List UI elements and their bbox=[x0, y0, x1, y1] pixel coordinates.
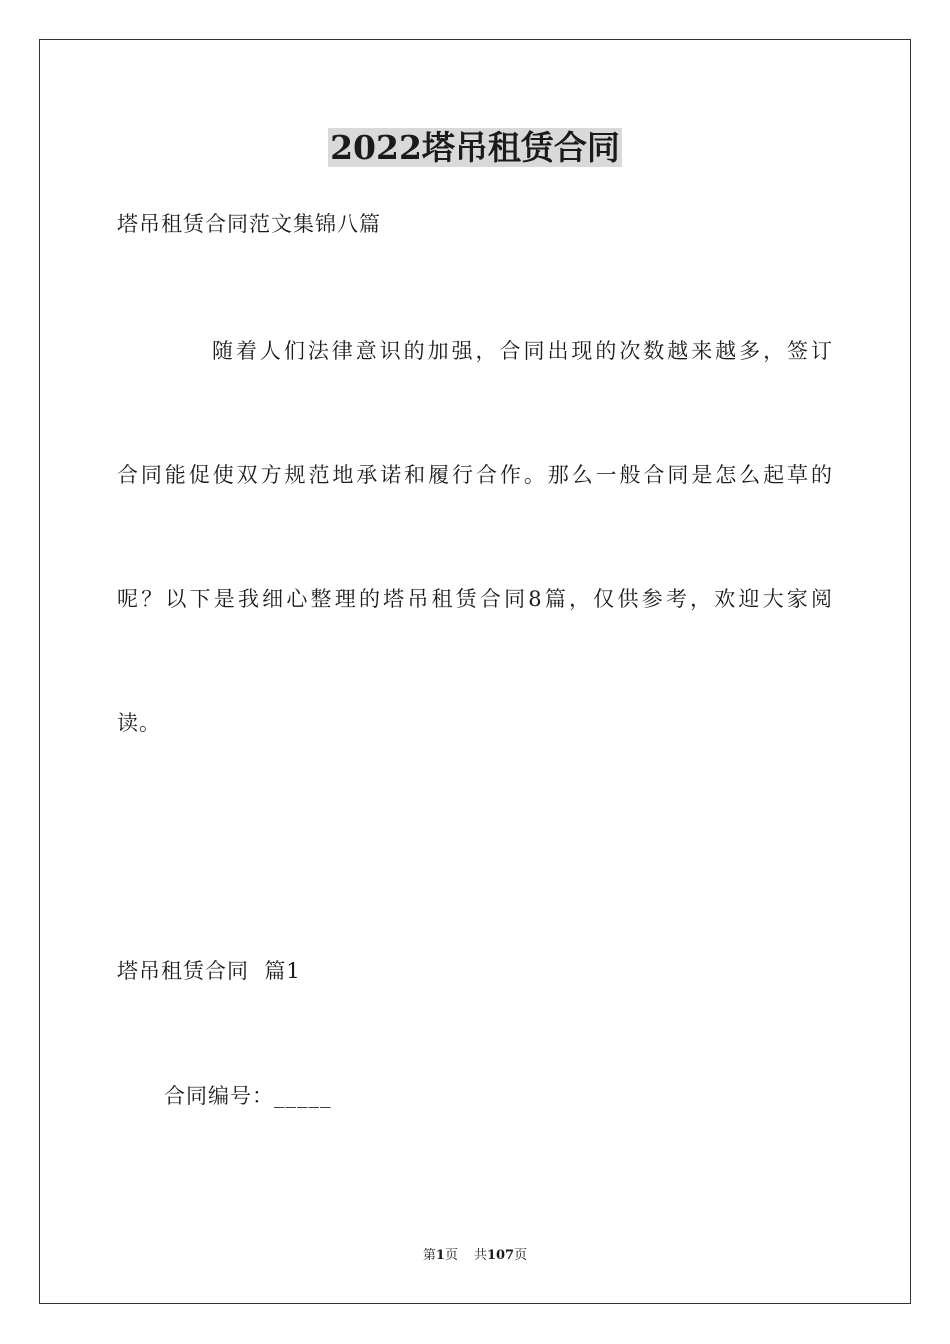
intro-paragraph-line-4: 读。 bbox=[117, 711, 161, 735]
total-prefix: 共 bbox=[473, 1248, 487, 1263]
page-suffix: 页 bbox=[444, 1248, 458, 1263]
intro-paragraph-line-2: 合同能促使双方规范地承诺和履行合作。那么一般合同是怎么起草的 bbox=[117, 463, 833, 487]
document-subtitle: 塔吊租赁合同范文集锦八篇 bbox=[117, 212, 381, 236]
total-suffix: 页 bbox=[514, 1248, 528, 1263]
page-footer bbox=[0, 1247, 950, 1265]
total-pages: 107 bbox=[486, 1248, 515, 1263]
contract-number-field: 合同编号：_____ bbox=[164, 1084, 332, 1108]
document-title-text: 2022塔吊租赁合同 bbox=[330, 128, 620, 167]
document-title bbox=[0, 128, 950, 168]
intro-paragraph-line-3: 呢？以下是我细心整理的塔吊租赁合同8篇，仅供参考，欢迎大家阅 bbox=[117, 587, 833, 611]
page-number: 1 bbox=[435, 1248, 445, 1263]
section-heading: 塔吊租赁合同 篇1 bbox=[117, 959, 301, 983]
page-prefix: 第 bbox=[422, 1248, 436, 1263]
intro-paragraph-line-1: 随着人们法律意识的加强，合同出现的次数越来越多，签订 bbox=[212, 339, 833, 363]
